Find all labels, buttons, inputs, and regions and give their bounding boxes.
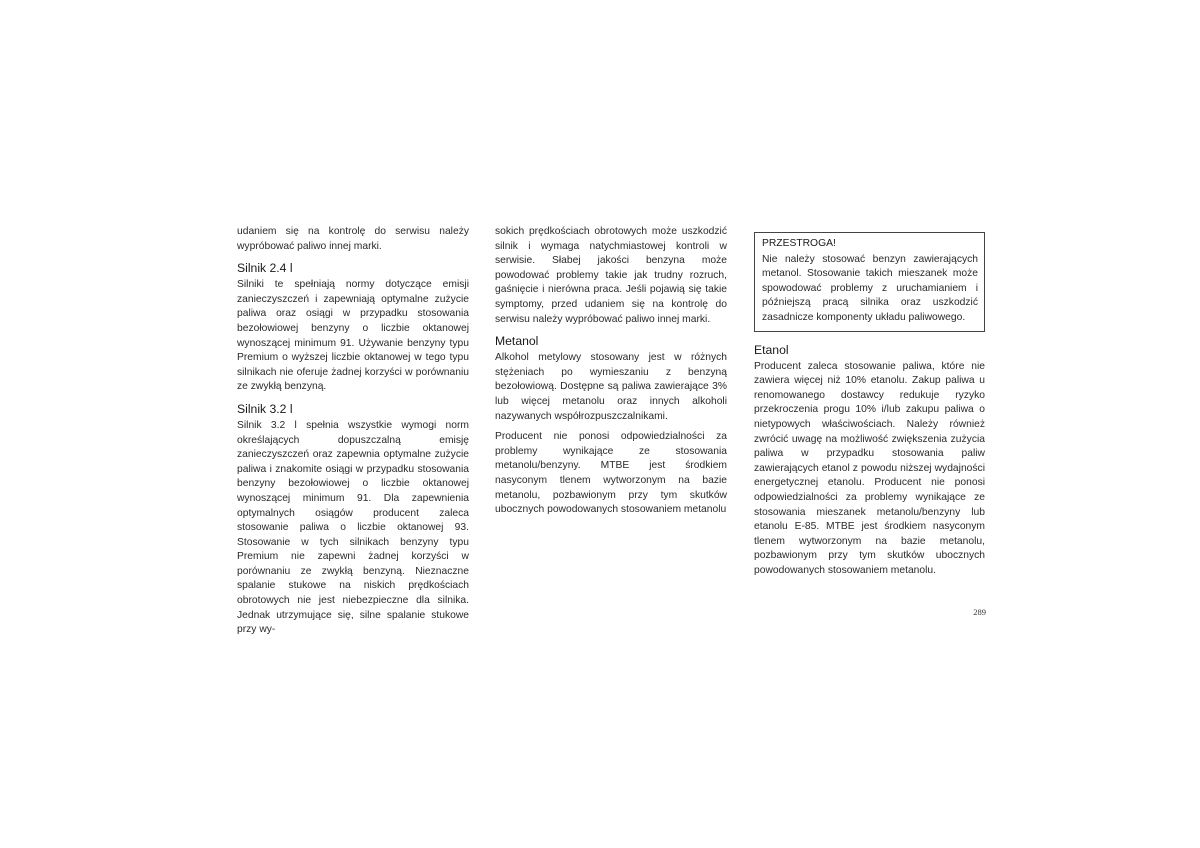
middle-intro-paragraph: sokich prędkościach obrotowych może uszkodzić silnik i wymaga natychmiastowej kontroli w serwisie. Słabej jakości benzyna może powodować problemy takie jak trudny rozruch, gaśnięcie i nierówna praca. Jeśli pojawią się takie symptomy, przed udaniem się na kontrolę do serwisu należy wypróbować paliwo innej marki. (495, 226, 727, 325)
left-column (237, 225, 469, 644)
warning-title: PRZESTROGA! (762, 238, 836, 249)
metanol-paragraph-2: Producent nie ponosi odpowiedzialności za problemy wynikające ze stosowania metanolu/benzyny. MTBE jest środkiem nasyconym tlenem wytworzonym na bazie metanolu, pozbawionym przy tym skutków ubocznych powodowanych stosowaniem metanolu (495, 431, 727, 516)
left-intro-paragraph: udaniem się na kontrolę do serwisu należy wypróbować paliwo innej marki. (237, 226, 469, 252)
heading-metanol: Metanol (495, 334, 539, 349)
metanol-paragraph-1: Alkohol metylowy stosowany jest w różnych stężeniach po wymieszaniu z benzyną bezołowiową. Dostępne są paliwa zawierające 3% lub więcej metanolu oraz innych alkoholi nazywanych współrozpuszczalnikami. (495, 352, 727, 422)
page-number: 289 (973, 607, 986, 617)
silnik-3-2-paragraph: Silnik 3.2 l spełnia wszystkie wymogi norm określających dopuszczalną emisję zanieczyszczeń oraz zapewnia optymalne zużycie paliwa i znakomite osiągi w przypadku stosowania benzyny bezołowiowej o liczbie oktanowej wynoszącej minimum 91. Dla zapewnienia optymalnych osiągów producent zaleca stosowanie paliwa o liczbie oktanowej 93. Stosowanie w tych silnikach benzyny typu Premium nie zapewni żadnej korzyści w porównaniu ze zwykłą benzyną. Nieznaczne spalanie stukowe na niskich prędkościach obrotowych nie jest niebezpieczne dla silnika. Jednak utrzymujące się, silne spalanie stukowe przy wy- (237, 419, 469, 636)
right-column (754, 225, 985, 584)
warning-text: Nie należy stosować benzyn zawierających metanol. Stosowanie takich mieszanek może spowodować problemy z uruchamianiem i późniejszą pracą silnika oraz uszkodzić zasadnicze komponenty układu paliwowego. (762, 253, 978, 323)
heading-silnik-3-2: Silnik 3.2 l (237, 401, 293, 416)
silnik-2-4-paragraph: Silniki te spełniają normy dotyczące emisji zanieczyszczeń i zapewniają optymalne zużycie paliwa oraz osiągi w przypadku stosowania bezołowiowej benzyny o liczbie oktanowej wynoszącej minimum 91. Używanie benzyny typu Premium o wyższej liczbie oktanowej w tego typu silnikach nie oferuje żadnej korzyści w porównaniu ze zwykłą benzyną. (237, 279, 469, 393)
warning-box (754, 232, 985, 332)
etanol-paragraph: Producent zaleca stosowanie paliwa, które nie zawiera więcej niż 10% etanolu. Zakup paliwa u renomowanego dostawcy redukuje ryzyko przekroczenia progu 10% i/lub zakupu paliwa o nietypowych właściwościach. Należy również zwrócić uwagę na możliwość zwiększenia zużycia paliwa w przypadku stosowania paliw zawierających etanol z powodu niższej wydajności energetycznej etanolu. Producent nie ponosi odpowiedzialności za problemy wynikające ze stosowania mieszanek metanolu/benzyny lub etanolu E-85. MTBE jest środkiem nasyconym tlenem wytworzonym na bazie metanolu, pozbawionym przy tym skutków ubocznych powodowanych stosowaniem metanolu. (754, 360, 985, 576)
heading-etanol: Etanol (754, 342, 789, 357)
heading-silnik-2-4: Silnik 2.4 l (237, 261, 293, 276)
middle-column (495, 225, 727, 524)
